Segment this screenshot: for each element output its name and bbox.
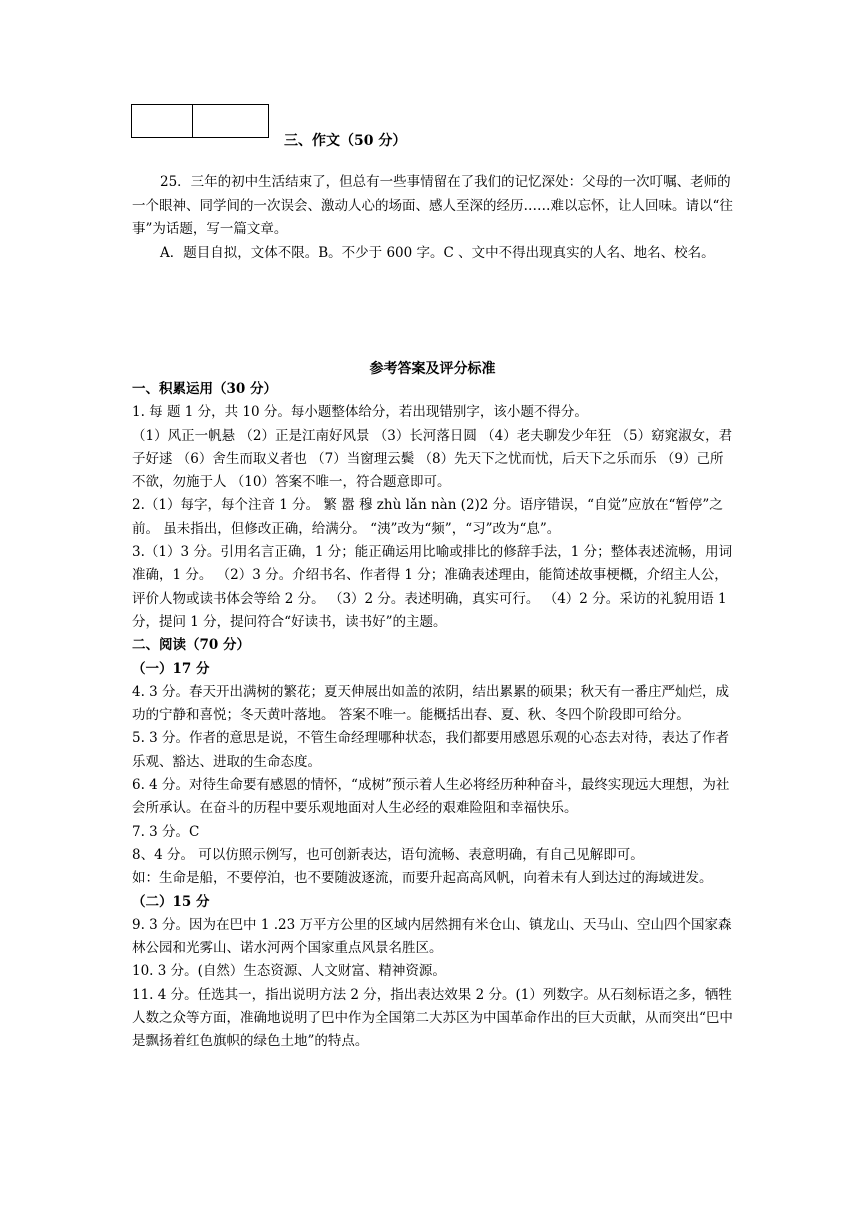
answer-key-title: 参考答案及评分标准 — [369, 361, 496, 377]
answer-line: 2.（1）每字，每个注音 1 分。 繁 嚣 穆 zhù lǎn nàn (2)2 分。语序错误，“自觉”应放在“暂停”之前。 虽未指出，但修改正确，给满分。 “洟”改为“频”，“习”改为“息”。 — [132, 497, 723, 537]
composition-requirements: A．题目自拟，文体不限。B。不少于 600 字。C 、文中不得出现真实的人名、地名、校名。 — [160, 244, 715, 261]
composition-section-title: 三、作文（50 分） — [284, 133, 407, 149]
answer-line: 二、阅读（70 分） — [132, 637, 250, 654]
composition-body — [132, 171, 734, 265]
answer-line: 8、4 分。 可以仿照示例写，也可创新表达，语句流畅、表意明确，有自己见解即可。 — [132, 846, 644, 863]
answer-line: 11. 4 分。任选其一，指出说明方法 2 分，指出表达效果 2 分。(1）列数字。从石刻标语之多，牺牲人数之众等方面，准确地说明了巴中作为全国第二大苏区为中国革命作出的巨大贡献，从而突出“巴中是飘扬着红色旗帜的绿色土地”的特点。 — [132, 986, 733, 1050]
score-table — [131, 104, 269, 138]
answer-line: 3.（1）3 分。引用名言正确，1 分；能正确运用比喻或排比的修辞手法，1 分；整体表述流畅，用词准确，1 分。 （2）3 分。介绍书名、作者得 1 分；准确表述理由，能简述故事梗概，介绍主人公，评价人物或读书体会等给 2 分。 （3）2 分。表述明确，真实可行。 （4）2 分。采访的礼貌用语 1 分，提问 1 分，提问符合“好读书，读书好”的主题。 — [132, 544, 733, 630]
answer-line: 6. 4 分。对待生命要有感恩的情怀，“成树”预示着人生必将经历种种奋斗，最终实现远大理想，为社会所承认。在奋斗的历程中要乐观地面对人生必经的艰难险阻和幸福快乐。 — [132, 777, 730, 817]
answer-line: 9. 3 分。因为在巴中 1 .23 万平方公里的区域内居然拥有米仓山、镇龙山、天马山、空山四个国家森林公园和光雾山、诺水河两个国家重点风景名胜区。 — [132, 916, 732, 957]
score-table-cell — [193, 105, 268, 137]
answer-key-body — [132, 378, 737, 1054]
answer-line: 4. 3 分。春天开出满树的繁花；夏天伸展出如盖的浓阴，结出累累的硕果；秋天有一番庄严灿烂，成功的宁静和喜悦；冬天黄叶落地。 答案不唯一。能概括出春、夏、秋、冬四个阶段即可给分。 — [132, 683, 730, 724]
answer-line: 一、积累运用（30 分） — [132, 381, 277, 397]
answer-line: （一）17 分 — [132, 660, 210, 677]
score-table-cell — [132, 105, 193, 137]
answer-line: 如：生命是船，不要停泊，也不要随波逐流，而要升起高高风帆，向着未有人到达过的海域进发。 — [132, 870, 713, 887]
answer-line: （1）风正一帆悬 （2）正是江南好风景 （3）长河落日圆 （4）老夫聊发少年狂 （5）窈窕淑女，君子好逑 （6）舍生而取义者也 （7）当窗理云鬓 （8）先天下之忧而忧，后天下之乐而乐 （9）己所不欲，勿施于人 （10）答案不唯一，符合题意即可。 — [132, 427, 733, 491]
answer-line: 10. 3 分。(自然）生态资源、人文财富、精神资源。 — [132, 963, 446, 980]
answer-line: 1. 每 题 1 分，共 10 分。每小题整体给分，若出现错别字，该小题不得分。 — [132, 404, 588, 421]
answer-line: 5. 3 分。作者的意思是说，不管生命经理哪种状态，我们都要用感恩乐观的心态去对待，表达了作者乐观、豁达、进取的生命态度。 — [132, 730, 730, 770]
answer-line: 7. 3 分。C — [132, 823, 200, 840]
answer-line: （二）15 分 — [132, 893, 210, 910]
composition-prompt: 25．三年的初中生活结束了，但总有一些事情留在了我们的记忆深处：父母的一次叮嘱、老师的一个眼神、同学间的一次误会、激动人心的场面、感人至深的经历……难以忘怀，让人回味。请以“往事”为话题，写一篇文章。 — [132, 174, 733, 237]
